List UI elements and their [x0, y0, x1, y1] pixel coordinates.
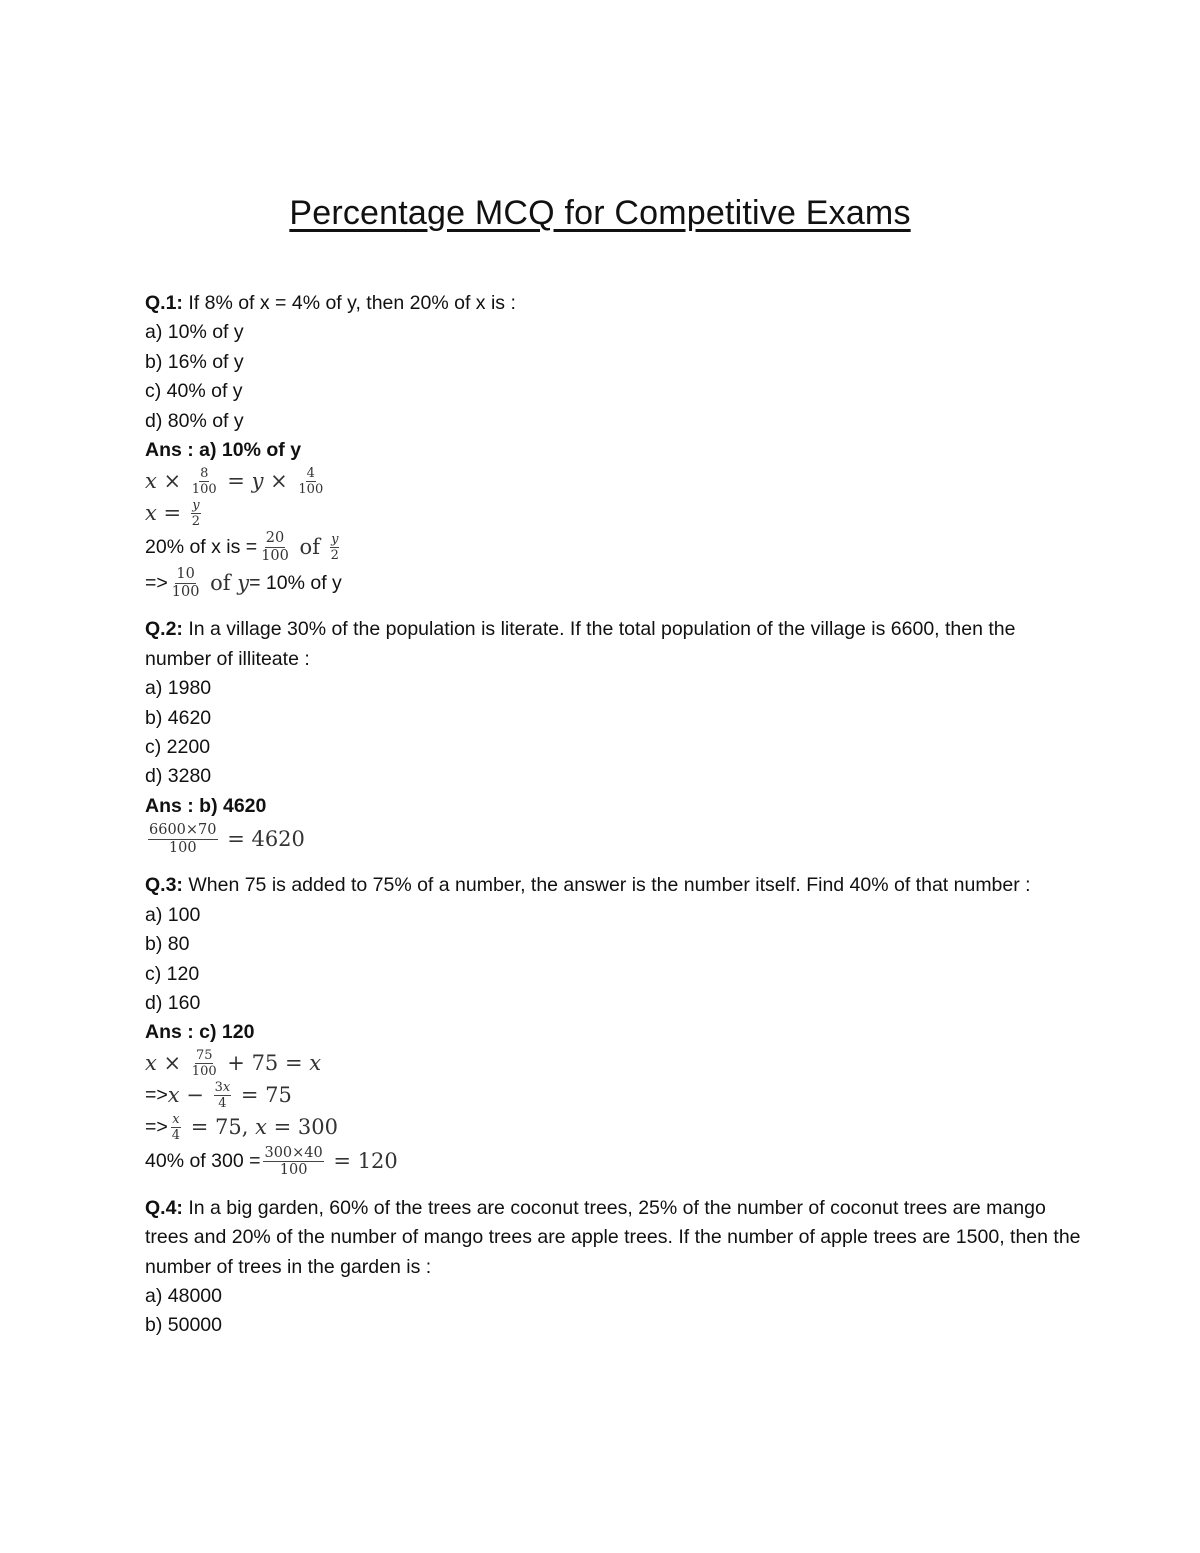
- solution-step-3: [145, 529, 1085, 565]
- option-c: c) 40% of y: [145, 380, 243, 403]
- question-4-stem: [145, 1194, 1085, 1282]
- option-c: c) 2200: [145, 736, 211, 759]
- page-title: Percentage MCQ for Competitive Exams: [289, 194, 911, 232]
- question-text: If 8% of x = 4% of y, then 20% of x is :: [182, 292, 516, 314]
- solution-text: =>: [145, 1116, 168, 1139]
- math-expression: x × $\frac{75}{100}$ + 75 = x: [145, 1048, 322, 1080]
- option-b: b) 16% of y: [145, 350, 244, 373]
- math-expression: x − $\frac{3x}{4}$ = 75: [167, 1080, 292, 1112]
- question-2-stem: [145, 615, 1085, 674]
- question-list: [145, 289, 1085, 1341]
- solution-text: 40% of 300 =: [145, 1150, 261, 1173]
- question-3-stem: [145, 871, 1085, 900]
- option-b: b) 80: [145, 933, 190, 956]
- math-expression: $\frac{x}{4}$ = 75, x = 300: [171, 1112, 338, 1144]
- question-label: Q.1:: [145, 292, 183, 314]
- option-a: a) 1980: [145, 677, 212, 700]
- solution-step-2: [145, 497, 1085, 529]
- option-d: d) 160: [145, 991, 201, 1014]
- solution-step-4: [145, 1144, 1085, 1180]
- solution-step-1: [145, 1048, 1085, 1080]
- solution-step-2: [145, 1080, 1085, 1112]
- question-1: [145, 289, 1085, 601]
- question-1-stem: [145, 289, 1085, 318]
- answer-line: [145, 792, 1085, 821]
- question-text: In a big garden, 60% of the trees are coconut trees, 25% of the number of coconut trees are mango trees and 20% of the number of mango trees are apple trees. If the number of apple trees are 1500, then the number of trees in the garden is :: [145, 1196, 1081, 1278]
- answer-line: [145, 436, 1085, 465]
- option-d: d) 3280: [145, 765, 212, 788]
- option-a: a) 100: [145, 903, 201, 926]
- question-label: Q.2:: [145, 618, 183, 641]
- option-b: b) 50000: [145, 1314, 222, 1337]
- question-label: Q.4:: [145, 1196, 183, 1219]
- math-expression: $\frac{6600\times 70}{100}$ = 4620: [149, 822, 305, 856]
- option-c: c) 120: [145, 962, 200, 985]
- option-d: d) 80% of y: [145, 409, 244, 432]
- answer-text: Ans : c) 120: [145, 1021, 255, 1044]
- answer-text: Ans : a) 10% of y: [145, 439, 302, 462]
- solution-text: =>: [145, 571, 168, 594]
- answer-line: [145, 1018, 1085, 1047]
- question-label: Q.3:: [145, 874, 183, 897]
- solution-step-3: [145, 1112, 1085, 1144]
- solution-text: =>: [145, 1084, 168, 1107]
- math-expression: $\frac{10}{100}$ of y: [171, 566, 250, 600]
- question-text: When 75 is added to 75% of a number, the answer is the number itself. Find 40% of that number :: [182, 874, 1031, 897]
- option-a: a) 10% of y: [145, 321, 244, 344]
- math-expression: $\frac{300\times 40}{100}$ = 120: [264, 1144, 398, 1179]
- question-2: [145, 615, 1085, 857]
- option-a: a) 48000: [145, 1284, 222, 1307]
- math-expression: x = $\frac{y}{2}$: [145, 497, 201, 529]
- math-expression: $\frac{20}{100}$ of $\frac{y}{2}$: [261, 530, 339, 564]
- solution-step-1: [145, 821, 1085, 857]
- question-3: [145, 871, 1085, 1179]
- option-b: b) 4620: [145, 706, 212, 729]
- solution-text: = 10% of y: [249, 571, 342, 594]
- solution-step-1: [145, 465, 1085, 497]
- solution-text: 20% of x is =: [145, 535, 258, 558]
- question-4: [145, 1194, 1085, 1341]
- math-expression: x × $\frac{8}{100}$ = y × $\frac{4}{100}$: [145, 465, 324, 497]
- answer-text: Ans : b) 4620: [145, 794, 267, 817]
- question-text: In a village 30% of the population is literate. If the total population of the village is 6600, then the number of illiteate :: [145, 618, 1016, 670]
- solution-step-4: [145, 565, 1085, 601]
